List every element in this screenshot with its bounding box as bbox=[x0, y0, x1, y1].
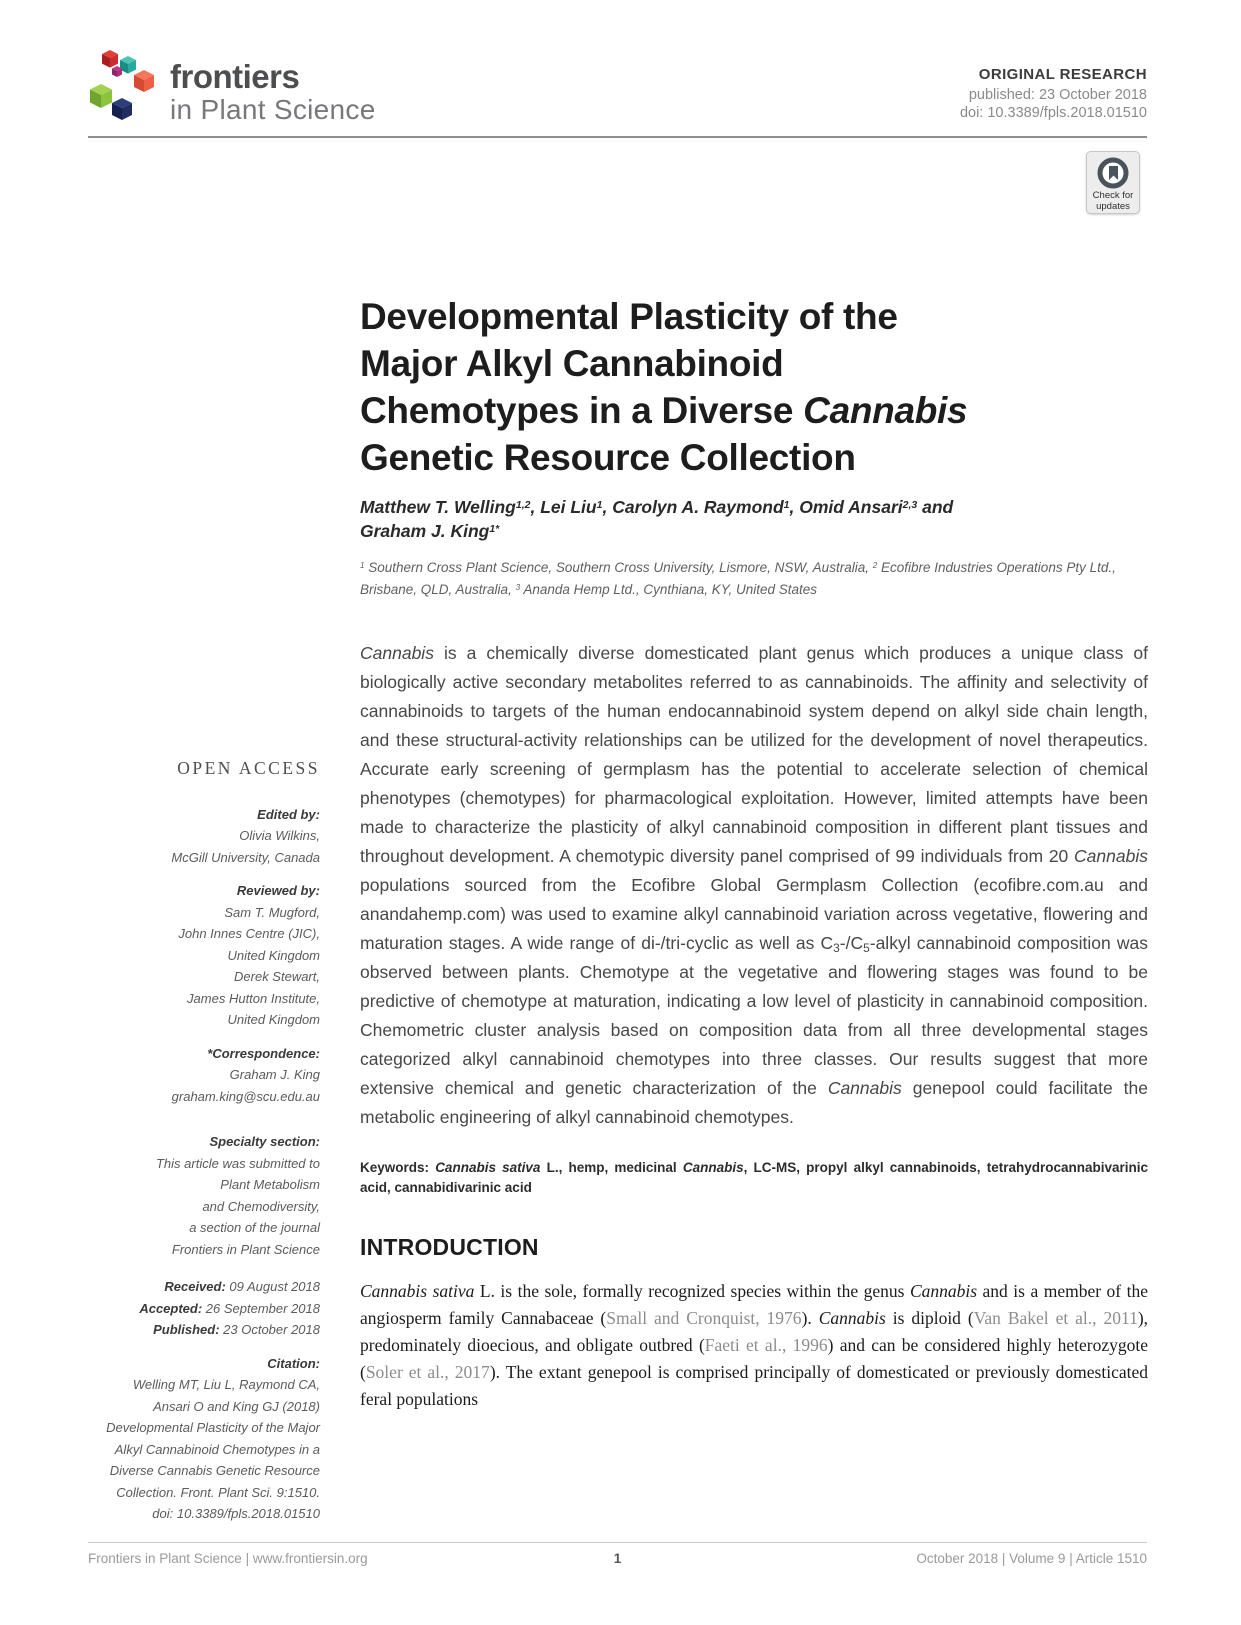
correspondence-block bbox=[90, 1043, 320, 1108]
check-updates-label-line2: updates bbox=[1096, 201, 1130, 213]
header-divider bbox=[88, 136, 1147, 138]
abstract-text: Cannabis is a chemically diverse domesticated plant genus which produces a unique class of biologically active secondary metabolites referred to as cannabinoids. The affinity and selectivity of cannabinoids to targets of the human endocannabinoid system depend on alkyl side chain length, and these structural-activity relationships can be utilized for the development of novel therapeutics. Accurate early screening of germplasm has the potential to accelerate selection of chemical phenotypes (chemotypes) for pharmacological exploitation. However, limited attempts have been made to characterize the plasticity of alkyl cannabinoid composition in different plant tissues and throughout development. A chemotypic diversity panel comprised of 99 individuals from 20 Cannabis populations sourced from the Ecofibre Global Germplasm Collection (ecofibre.com.au and anandahemp.com) was used to examine alkyl cannabinoid variation across vegetative, flowering and maturation stages. A wide range of di-/tri-cyclic as well as $C_3-/C_5$-alkyl cannabinoid composition was observed between plants. Chemotype at the vegetative and flowering stages was found to be predictive of chemotype at maturation, indicating a low level of plasticity in cannabinoid composition. Chemometric cluster analysis based on composition data from all three developmental stages categorized alkyl cannabinoid chemotypes into three classes. Our results suggest that more extensive chemical and genetic characterization of the Cannabis genepool could facilitate the metabolic engineering of alkyl cannabinoid chemotypes. bbox=[360, 643, 1148, 1127]
reviewed-by-label: Reviewed by: bbox=[236, 883, 320, 898]
article-dates-block bbox=[90, 1276, 320, 1341]
article-title: Developmental Plasticity of the Major Alkyl Cannabinoid Chemotypes in a Diverse Cannabis Genetic Resource Collection bbox=[360, 296, 968, 478]
citation-block bbox=[90, 1353, 320, 1525]
journal-name-bottom: in Plant Science bbox=[170, 94, 376, 125]
footer-page-number: 1 bbox=[613, 1551, 622, 1566]
edited-by-value: Olivia Wilkins, McGill University, Canada bbox=[171, 828, 320, 865]
article-info-sidebar bbox=[90, 758, 320, 1525]
published-value: 23 October 2018 bbox=[219, 1322, 320, 1337]
published-date-line: published: 23 October 2018 bbox=[968, 87, 1147, 103]
citation-value: Welling MT, Liu L, Raymond CA, Ansari O and King GJ (2018) Developmental Plasticity of the Major Alkyl Cannabinoid Chemotypes in a Diverse Cannabis Genetic Resource Collection. Front. Plant Sci. 9:1510. doi: 10.3389/fpls.2018.01510 bbox=[106, 1377, 320, 1521]
doi-line: doi: 10.3389/fpls.2018.01510 bbox=[959, 105, 1147, 121]
correspondence-label: *Correspondence: bbox=[207, 1045, 320, 1061]
reviewed-by-value: Sam T. Mugford, John Innes Centre (JIC), United Kingdom Derek Stewart, James Hutton Institute, United Kingdom bbox=[178, 904, 320, 1027]
received-label: Received: bbox=[164, 1279, 226, 1294]
frontiers-cubes-icon bbox=[88, 46, 164, 126]
author-list: Matthew T. Welling$^{1,2}$, Lei Liu$^1$, Carolyn A. Raymond$^1$, Omid Ansari$^{2,3}$ and Graham J. King$^{1*}$ bbox=[360, 497, 954, 541]
footer-divider bbox=[88, 1542, 1147, 1543]
footer-issue-info: October 2018 | Volume 9 | Article 1510 bbox=[916, 1551, 1147, 1566]
introduction-paragraph: Cannabis sativa L. is the sole, formally recognized species within the genus Cannabis and is a member of the angiosperm family Cannabaceae (Small and Cronquist, 1976). Cannabis is diploid (Van Bakel et al., 2011), predominately dioecious, and obligate outbred (Faeti et al., 1996) and can be considered highly heterozygote (Soler et al., 2017). The extant genepool is comprised principally of domesticated or previously domesticated feral populations bbox=[360, 1281, 1149, 1409]
journal-wordmark bbox=[170, 60, 376, 127]
accepted-value: 26 September 2018 bbox=[202, 1300, 320, 1316]
check-updates-label-line1: Check for bbox=[1092, 190, 1134, 201]
accepted-label: Accepted: bbox=[139, 1300, 203, 1316]
accepted-date bbox=[90, 1298, 320, 1320]
correspondence-email[interactable]: graham.king@scu.edu.au bbox=[171, 1088, 320, 1104]
published-date bbox=[90, 1319, 320, 1341]
main-column bbox=[360, 293, 1148, 1413]
keywords-line: Keywords: Cannabis sativa L., hemp, medicinal Cannabis, LC-MS, propyl alkyl cannabinoids, tetrahydrocannabivarinic acid, cannabidivarinic acid bbox=[360, 1160, 1149, 1195]
published-label: Published: bbox=[153, 1322, 220, 1337]
check-updates-circle-icon bbox=[1097, 157, 1129, 189]
citation-link[interactable]: Van Bakel et al., 2011 bbox=[973, 1308, 1138, 1328]
header-meta bbox=[960, 66, 1147, 121]
received-value: 09 August 2018 bbox=[225, 1279, 320, 1294]
specialty-section-value: This article was submitted to Plant Metabolism and Chemodiversity, a section of the journal Frontiers in Plant Science bbox=[155, 1155, 320, 1257]
correspondence-name: Graham J. King bbox=[229, 1067, 320, 1082]
citation-link[interactable]: Faeti et al., 1996 bbox=[704, 1335, 828, 1355]
reviewed-by-block bbox=[90, 880, 320, 1031]
edited-by-label: Edited by: bbox=[257, 806, 320, 822]
affiliations: $^1$ Southern Cross Plant Science, Southern Cross University, Lismore, NSW, Australia, $^2$ Ecofibre Industries Operations Pty Ltd., Brisbane, QLD, Australia, $^3$ Ananda Hemp Ltd., Cynthiana, KY, United States bbox=[360, 560, 1116, 597]
specialty-section-label: Specialty section: bbox=[209, 1134, 320, 1149]
specialty-section-block bbox=[90, 1131, 320, 1260]
received-date bbox=[90, 1276, 320, 1298]
citation-label: Citation: bbox=[267, 1355, 320, 1371]
check-for-updates-badge[interactable] bbox=[1086, 151, 1140, 214]
journal-name-top: frontiers bbox=[170, 58, 300, 95]
footer-journal: Frontiers in Plant Science | www.frontiersin.org bbox=[88, 1551, 368, 1566]
journal-logo bbox=[88, 46, 376, 127]
citation-link[interactable]: Small and Cronquist, 1976 bbox=[606, 1308, 802, 1328]
introduction-heading: INTRODUCTION bbox=[360, 1234, 539, 1260]
citation-link[interactable]: Soler et al., 2017 bbox=[365, 1362, 490, 1382]
article-type-label: ORIGINAL RESEARCH bbox=[978, 66, 1147, 83]
edited-by-block bbox=[90, 804, 320, 869]
open-access-label: OPEN ACCESS bbox=[177, 758, 320, 778]
